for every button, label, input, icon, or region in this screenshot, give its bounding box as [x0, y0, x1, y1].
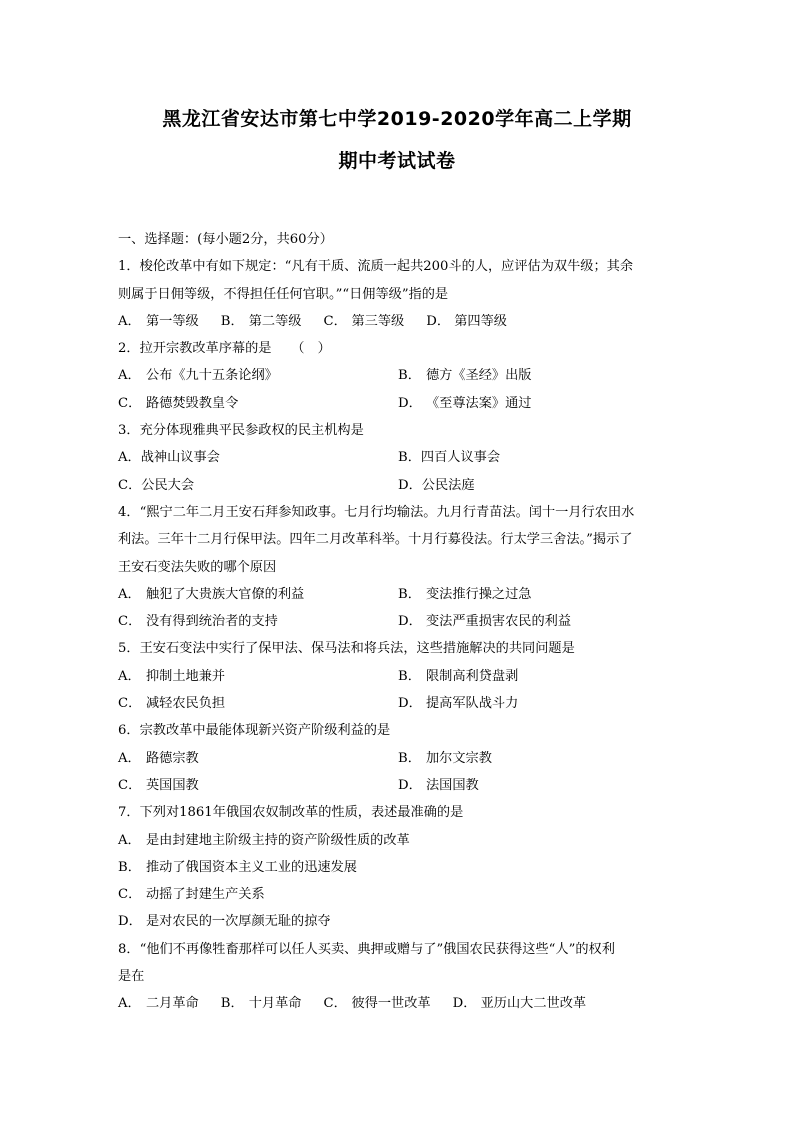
- option-text: 法国国教: [426, 777, 479, 793]
- option-a[interactable]: [118, 581, 398, 608]
- option-letter: D．: [426, 313, 451, 329]
- option-letter: D．: [452, 996, 477, 1012]
- option-letter: D．: [118, 914, 142, 930]
- option-d[interactable]: [118, 908, 678, 935]
- option-text: 限制高利贷盘剥: [426, 668, 519, 684]
- option-letter: C．: [118, 887, 142, 903]
- question-stem-line: 4．“熙宁二年二月王安石拜参知政事。七月行均输法。九月行青苗法。闰十一月行农田水: [118, 504, 635, 520]
- option-letter: D．: [398, 696, 422, 712]
- option-letter: A．: [118, 832, 141, 848]
- exam-title-line2: 期中考试试卷: [338, 150, 456, 172]
- option-text: 减轻农民负担: [146, 696, 226, 712]
- section-heading: 一、选择题：(每小题2分，共60分）: [118, 232, 333, 247]
- question-stem-line: 7．下列对1861年俄国农奴制改革的性质，表述最准确的是: [118, 805, 464, 821]
- option-text: 变法严重损害农民的利益: [426, 614, 572, 630]
- option-text: 战神山议事会: [140, 450, 220, 466]
- option-d[interactable]: [426, 308, 507, 335]
- option-text: 十月革命: [248, 996, 302, 1012]
- option-a[interactable]: [118, 308, 199, 335]
- option-letter: B．: [118, 859, 141, 875]
- question-stem-line: 2．拉开宗教改革序幕的是 （ ）: [118, 341, 331, 357]
- option-text: 提高军队战斗力: [426, 696, 519, 712]
- option-text: 亚历山大二世改革: [480, 996, 587, 1012]
- option-text: 公民大会: [141, 477, 195, 493]
- option-text: 路德宗教: [146, 750, 199, 766]
- question-8: [118, 936, 678, 1018]
- option-text: 路德焚毁教皇令: [146, 395, 239, 411]
- option-text: 没有得到统治者的支持: [146, 614, 278, 630]
- option-b[interactable]: [398, 663, 678, 690]
- options-row: [118, 472, 678, 499]
- option-letter: A．: [118, 450, 141, 466]
- question-stem-line: 则属于日佣等级，不得担任任何官职。”“日佣等级”指的是: [118, 286, 449, 302]
- option-letter: B．: [398, 586, 421, 602]
- option-letter: A．: [118, 368, 141, 384]
- option-b[interactable]: [398, 362, 678, 389]
- options-row: [118, 581, 678, 608]
- option-c[interactable]: [118, 690, 398, 717]
- question-stem-line: 1．梭伦改革中有如下规定：“凡有干质、流质一起共200斗的人，应评估为双牛级；其余: [118, 259, 634, 275]
- option-text: 二月革命: [146, 996, 199, 1012]
- option-b[interactable]: [118, 854, 678, 881]
- option-d[interactable]: [453, 990, 587, 1017]
- option-letter: C．: [323, 313, 347, 329]
- options-row: [118, 663, 678, 690]
- option-text: 变法推行操之过急: [426, 586, 532, 602]
- option-letter: C．: [118, 395, 142, 411]
- question-5: [118, 635, 678, 717]
- exam-body: [118, 226, 678, 1018]
- option-text: 加尔文宗教: [426, 750, 492, 766]
- option-letter: D．: [398, 477, 422, 493]
- option-text: 第三等级: [351, 313, 405, 329]
- question-4: [118, 499, 678, 635]
- option-letter: B．: [398, 668, 421, 684]
- option-letter: A．: [118, 313, 141, 329]
- options-row: [118, 608, 678, 635]
- option-text: 四百人议事会: [420, 450, 501, 466]
- option-text: 彼得一世改革: [351, 996, 431, 1012]
- option-a[interactable]: [118, 663, 398, 690]
- option-text: 动摇了封建生产关系: [146, 887, 265, 903]
- option-b[interactable]: [221, 990, 302, 1017]
- question-stem-line: 6．宗教改革中最能体现新兴资产阶级利益的是: [118, 723, 391, 739]
- option-d[interactable]: [398, 772, 678, 799]
- option-c[interactable]: [118, 390, 398, 417]
- option-b[interactable]: [221, 308, 302, 335]
- option-text: 《至尊法案》通过: [426, 395, 532, 411]
- option-d[interactable]: [398, 472, 678, 499]
- option-letter: B．: [220, 313, 244, 329]
- question-3: [118, 417, 678, 499]
- option-d[interactable]: [398, 390, 678, 417]
- option-c[interactable]: [324, 308, 405, 335]
- option-letter: B．: [220, 996, 244, 1012]
- question-stem-line: 3．充分体现雅典平民参政权的民主机构是: [118, 423, 364, 439]
- option-b[interactable]: [398, 745, 678, 772]
- option-d[interactable]: [398, 690, 678, 717]
- option-letter: B．: [398, 368, 421, 384]
- options-row: [118, 745, 678, 772]
- option-c[interactable]: [324, 990, 431, 1017]
- options-row: [118, 690, 678, 717]
- option-text: 第一等级: [146, 313, 199, 329]
- question-stem-line: 5．王安石变法中实行了保甲法、保马法和将兵法，这些措施解决的共同问题是: [118, 641, 575, 657]
- option-c[interactable]: [118, 472, 398, 499]
- options-row: [118, 444, 678, 471]
- question-stem-line: 利法。三年十二月行保甲法。四年二月改革科举。十月行募役法。行太学三舍法。”揭示了: [118, 532, 633, 548]
- options-row: [118, 772, 678, 799]
- option-text: 抑制土地兼并: [146, 668, 226, 684]
- option-a[interactable]: [118, 990, 199, 1017]
- option-a[interactable]: [118, 827, 678, 854]
- option-letter: A．: [118, 996, 141, 1012]
- option-text: 德方《圣经》出版: [426, 368, 532, 384]
- question-7: [118, 799, 678, 935]
- option-letter: A．: [118, 668, 141, 684]
- option-letter: D．: [398, 395, 422, 411]
- question-2: [118, 335, 678, 417]
- option-letter: B．: [398, 750, 421, 766]
- options-row: [118, 390, 678, 417]
- option-letter: C．: [323, 996, 347, 1012]
- option-letter: D．: [398, 614, 422, 630]
- option-text: 触犯了大贵族大官僚的利益: [146, 586, 305, 602]
- option-text: 是由封建地主阶级主持的资产阶级性质的改革: [146, 832, 410, 848]
- option-letter: C．: [118, 614, 142, 630]
- question-6: [118, 717, 678, 799]
- option-c[interactable]: [118, 772, 398, 799]
- exam-title-line1: 黑龙江省安达市第七中学2019-2020学年高二上学期: [162, 108, 632, 130]
- option-letter: C．: [118, 477, 142, 493]
- option-c[interactable]: [118, 881, 678, 908]
- options-row: [118, 362, 678, 389]
- option-d[interactable]: [398, 608, 678, 635]
- question-stem-line: 王安石变法失败的哪个原因: [118, 559, 277, 575]
- option-b[interactable]: [398, 581, 678, 608]
- option-letter: C．: [118, 777, 142, 793]
- option-letter: A．: [118, 750, 141, 766]
- option-letter: B．: [398, 450, 421, 466]
- options-row: [118, 308, 678, 335]
- option-text: 英国国教: [146, 777, 199, 793]
- option-text: 公民法庭: [421, 477, 475, 493]
- question-stem-line: 是在: [118, 969, 145, 985]
- option-text: 公布《九十五条论纲》: [146, 368, 278, 384]
- option-a[interactable]: [118, 745, 398, 772]
- option-text: 推动了俄国资本主义工业的迅速发展: [146, 859, 357, 875]
- option-c[interactable]: [118, 608, 398, 635]
- question-1: [118, 253, 678, 335]
- options-row: [118, 990, 678, 1017]
- option-letter: A．: [118, 586, 141, 602]
- option-text: 是对农民的一次厚颜无耻的掠夺: [146, 914, 331, 930]
- option-text: 第四等级: [454, 313, 507, 329]
- option-letter: D．: [398, 777, 422, 793]
- question-stem-line: 8．“他们不再像牲畜那样可以任人买卖、典押或赠与了”俄国农民获得这些“人”的权利: [118, 941, 615, 957]
- option-a[interactable]: [118, 362, 398, 389]
- option-a[interactable]: [118, 444, 398, 471]
- option-text: 第二等级: [248, 313, 302, 329]
- option-letter: C．: [118, 696, 142, 712]
- option-b[interactable]: [398, 444, 678, 471]
